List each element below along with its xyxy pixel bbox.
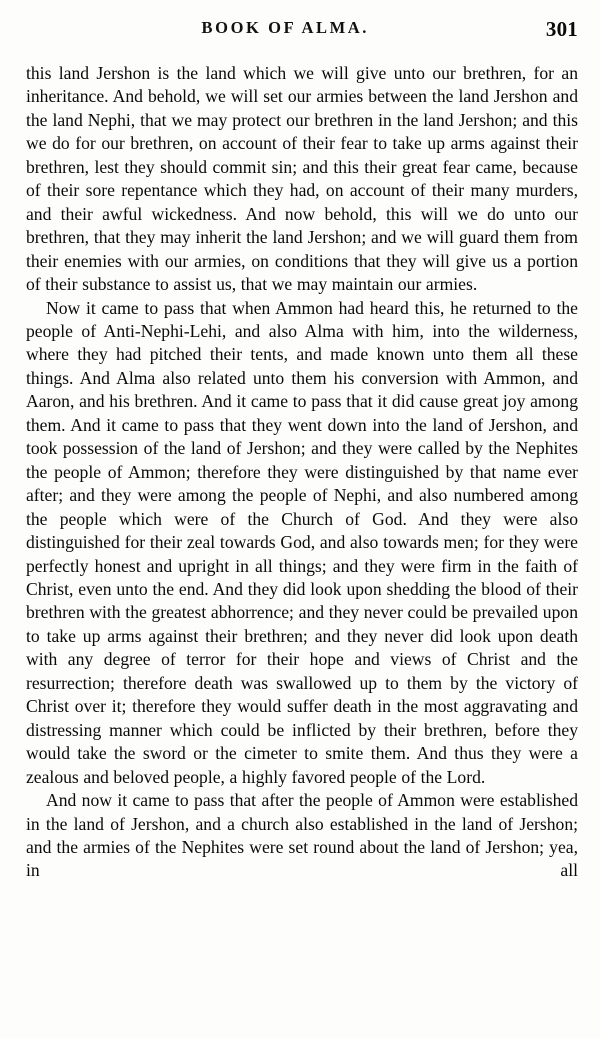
- page-number: 301: [545, 17, 578, 41]
- body-text-block: [26, 62, 578, 883]
- running-title: BOOK OF ALMA.: [201, 18, 370, 37]
- paragraph-2: Now it came to pass that when Ammon had heard this, he returned to the people of Anti-Nephi-Lehi, and also Alma with him, into the wilderness, where they had pitched their tents, and made known unto them all these things. And Alma also related unto them his conversion with Ammon, and Aaron, and his brethren. And it came to pass that it did cause great joy among them. And it came to pass that they went down into the land of Jershon, and took possession of the land of Jershon; and they were called by the Nephites the people of Ammon; therefore they were distinguished by that name ever after; and they were among the people of Nephi, and also numbered among the people which were of the Church of God. And they were also distinguished for their zeal towards God, and also towards men; for they were perfectly honest and upright in all things; and they were firm in the faith of Christ, even unto the end. And they did look upon shedding the blood of their brethren with the greatest abhorrence; and they never could be prevailed upon to take up arms against their brethren; and they never did look upon death with any degree of terror for their hope and views of Christ and the resurrection; therefore death was swallowed up to them by the victory of Christ over it; therefore they would suffer death in the most aggravating and distressing manner which could be inflicted by their brethren, before they would take the sword or the cimeter to smite them. And thus they were a zealous and beloved people, a highly favored people of the Lord.: [26, 297, 578, 787]
- paragraph-3: And now it came to pass that after the people of Ammon were established in the land of Jershon, and a church also established in the land of Jershon; and the armies of the Nephites were set round about the land of Jershon; yea, in all: [26, 790, 578, 881]
- paragraph-1: this land Jershon is the land which we will give unto our brethren, for an inheritance. And behold, we will set our armies between the land Jershon and the land Nephi, that we may protect our brethren in the land Jershon; and this we do for our brethren, on account of their fear to take up arms against their brethren, lest they should commit sin; and this their great fear came, because of their sore repentance which they had, on account of their many murders, and their awful wickedness. And now behold, this will we do unto our brethren, that they may inherit the land Jershon; and we will guard them from their enemies with our armies, on conditions that they will give us a portion of their substance to assist us, that we may maintain our armies.: [26, 63, 578, 295]
- running-head: [26, 18, 578, 44]
